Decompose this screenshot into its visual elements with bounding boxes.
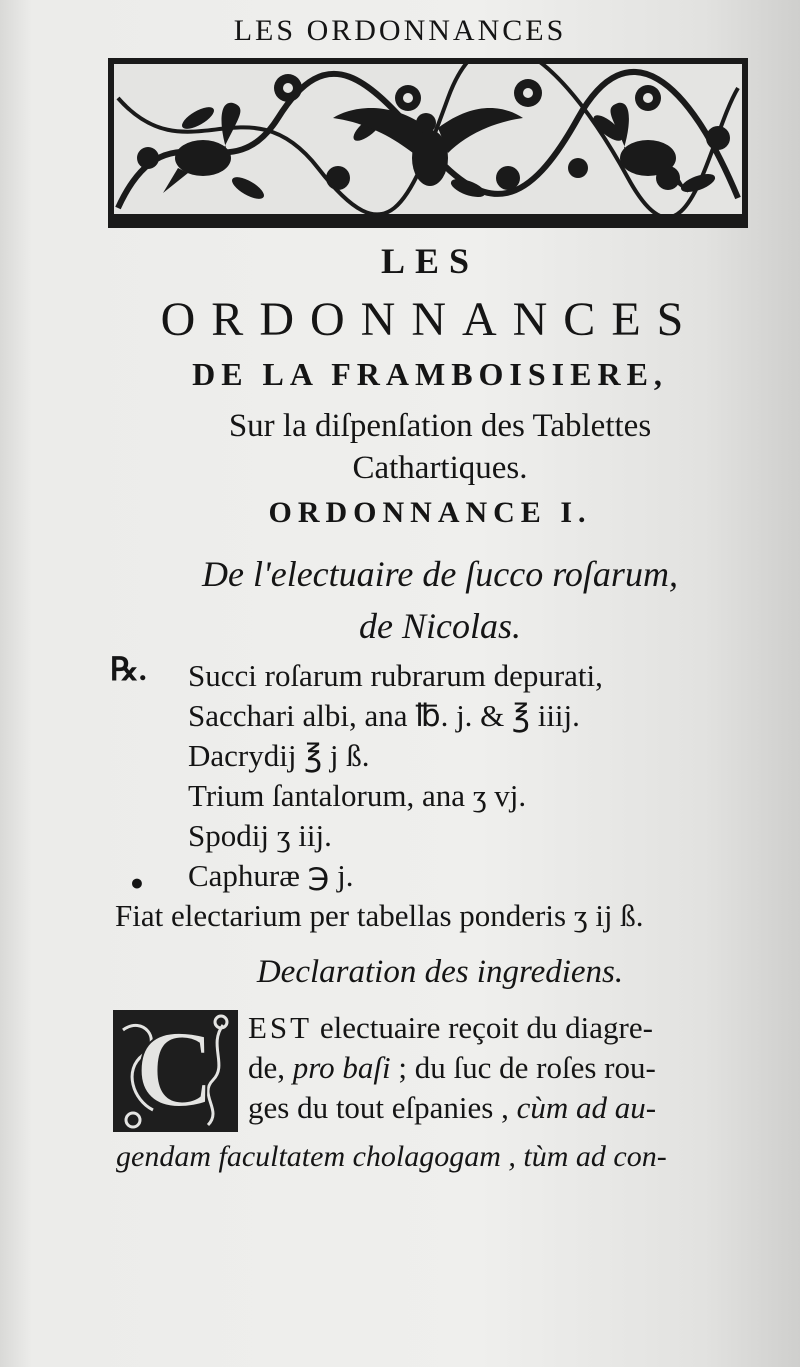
opening-caps: EST bbox=[248, 1010, 313, 1045]
body-line-2-a: de, bbox=[248, 1050, 293, 1085]
dropcap-letter: C bbox=[135, 1010, 215, 1130]
body-line-2-b: ; du ſuc de roſes rou- bbox=[390, 1050, 656, 1085]
stray-mark: • bbox=[128, 868, 146, 901]
woodcut-ornament bbox=[108, 58, 748, 228]
ordonnance-title bbox=[150, 548, 730, 652]
title-les: LES bbox=[380, 241, 480, 281]
recipe-list bbox=[188, 656, 768, 896]
recipe-line: Sacchari albi, ana ℔. j. & ℥ iiij. bbox=[188, 698, 580, 733]
body-line-2-italic: pro baſi bbox=[292, 1050, 391, 1085]
body-line-3 bbox=[248, 1088, 768, 1128]
recipe-line: Caphuræ ℈ j. bbox=[188, 858, 354, 893]
declaration-body bbox=[248, 1008, 768, 1128]
subtitle bbox=[160, 405, 720, 489]
body-line-3-a: ges du tout eſpanies , bbox=[248, 1090, 517, 1125]
running-head: LES ORDONNANCES bbox=[233, 14, 567, 47]
subtitle-line-2: Cathartiques. bbox=[352, 450, 528, 486]
title-sub: DE LA FRAMBOISIERE, bbox=[192, 356, 668, 392]
decorated-initial-c bbox=[113, 1010, 238, 1132]
ordonnance-title-line-1: De l'electuaire de ſucco roſarum, bbox=[202, 554, 678, 594]
title-main: ORDONNANCES bbox=[160, 293, 700, 346]
recipe-symbol: ℞. bbox=[110, 651, 147, 687]
subtitle-line-1: Sur la diſpenſation des Tablettes bbox=[228, 408, 652, 444]
ordonnance-heading: ORDONNANCE I. bbox=[268, 496, 592, 529]
body-line-1-text: electuaire reçoit du diagre- bbox=[312, 1010, 653, 1045]
recipe-line: Succi roſarum rubrarum depurati, bbox=[188, 658, 603, 693]
ordonnance-title-line-2: de Nicolas. bbox=[359, 606, 521, 646]
body-line-3-italic: cùm ad au- bbox=[516, 1090, 657, 1125]
recipe-line: Dacrydij ℥ j ß. bbox=[188, 738, 370, 773]
recipe-line: Spodij ʒ iij. bbox=[188, 818, 332, 853]
body-line-2 bbox=[248, 1048, 768, 1088]
recipe-line: Trium ſantalorum, ana ʒ vj. bbox=[188, 778, 527, 813]
body-line-4: gendam facultatem cholagogam , tùm ad con- bbox=[116, 1140, 667, 1173]
recipe-fiat: Fiat electarium per tabellas ponderis ʒ ij ß. bbox=[115, 898, 644, 933]
body-line-1 bbox=[248, 1008, 768, 1048]
declaration-heading: Declaration des ingrediens. bbox=[256, 954, 624, 990]
